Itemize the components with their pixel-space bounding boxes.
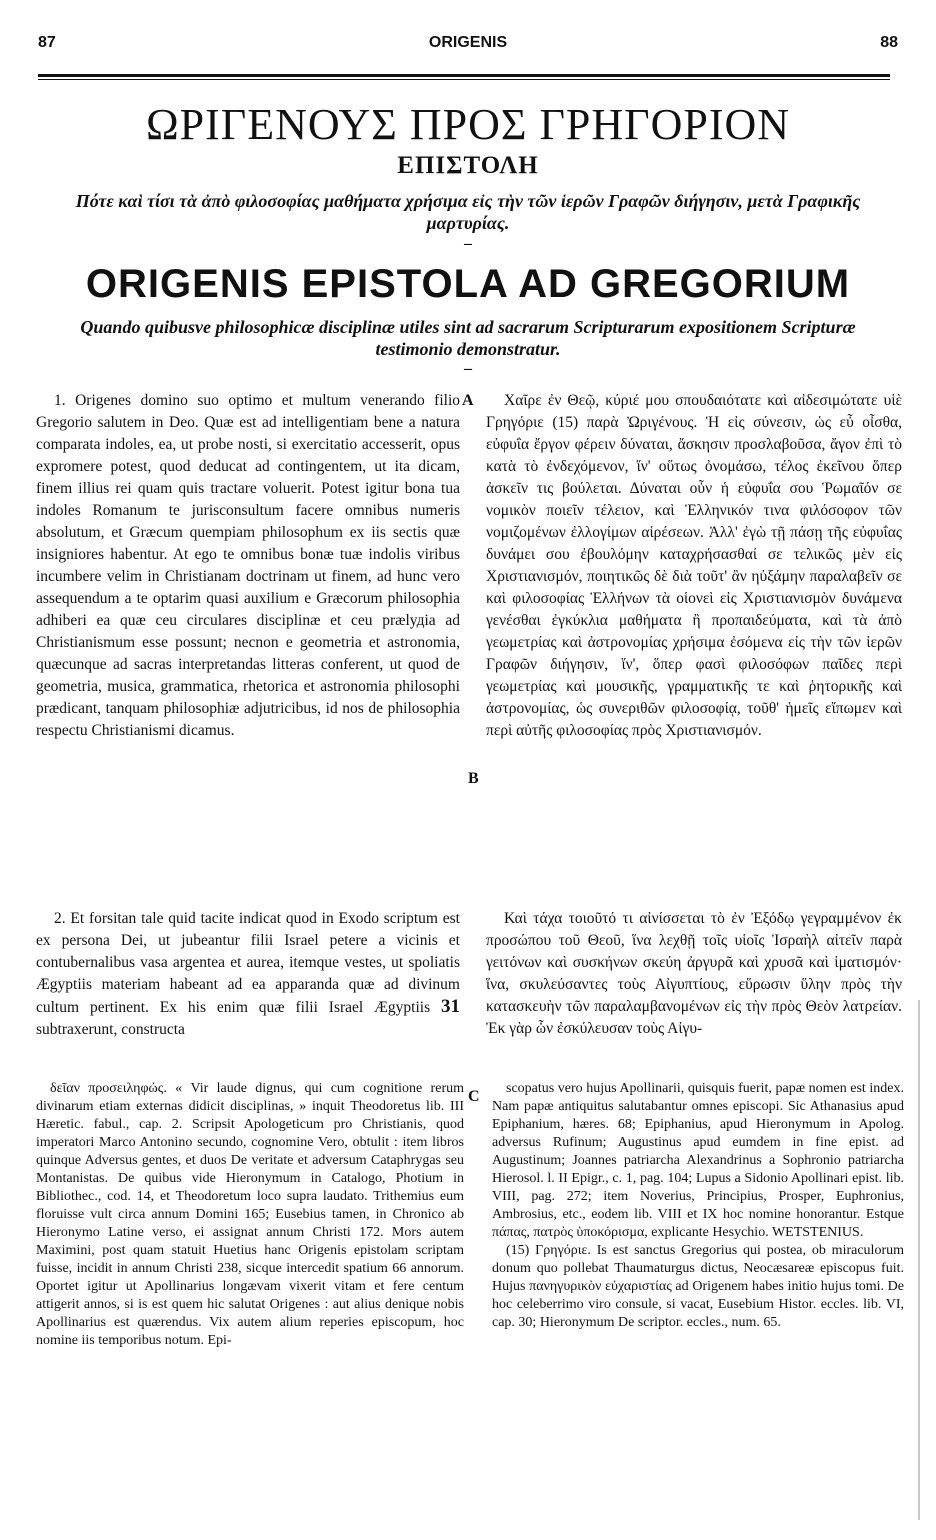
greek-column-upper [486, 390, 902, 742]
page-number-left: 87 [38, 34, 56, 51]
page-edge-shadow [918, 1000, 920, 1520]
margin-marker-c: C [468, 1088, 480, 1105]
footnote-right-text-2: (15) Γρηγόριε. Is est sanctus Gregorius qui postea, ob miraculorum donum quo pollebat Thaumaturgus dictus, Neocæsareæ episcopus fuit. Hujus πανηγυρικὸν εὐχαριστίας ad Origenem habes initio hujus tomi. De hoc celeberrimo viro consule, si vacat, Eusebium Histor. eccles. lib. VI, cap. 30; Hieronymum De scriptor. eccles., num. 65. [492, 1243, 904, 1330]
greek-subtitle: ΕΠΙΣΤΟΛΗ [397, 152, 539, 179]
page-number-right: 88 [880, 34, 898, 51]
latin-paragraph-2 [36, 908, 460, 1041]
margin-marker-a: A [462, 392, 474, 409]
greek-title: ΩΡΙΓΕΝΟΥΣ ΠΡΟΣ ΓΡΗΓΟΡΙΟΝ [145, 100, 791, 149]
greek-paragraph-1: Χαῖρε ἐν Θεῷ, κύριέ μου σπουδαιότατε καὶ αἰδεσιμώτατε υἱὲ Γρηγόριε (15) παρὰ Ὠριγένους. Ἡ εἰς σύνεσιν, ὡς εὖ οἶσθα, εὐφυΐα ἔργον φέρειν δύναται, ἄσκησιν προσλαβοῦσα, ἄγον ἐπὶ τὸ κατὰ τὸ ἐνδεχόμενον, ἵν' οὕτως ὀνομάσω, τέλος ἐκεῖνου ὅπερ ἀσκεῖν τις βούλεται. Δύναται οὖν ἡ εὐφυΐα σου Ῥωμαῖόν σε νομικὸν ποιεῖν τέλειον, καὶ Ἑλληνικόν τινα φιλόσοφον τῶν νομιζομένων ἐλλογίμων αἱρέσεων. Ἀλλ' ἐγὼ τῇ πάσῃ τῆς εὐφυΐας δυνάμει σου ἐβουλόμην καταχρήσασθαί σε τελικῶς μὲν εἰς Χριστιανισμόν, ποιητικῶς δὲ διὰ τοῦτ' ἂν ηὐξάμην παραλαβεῖν σε καὶ φιλοσοφίας Ἑλλήνων τὰ οἱονεὶ εἰς Χριστιανισμὸν δυνάμενα γενέσθαι ἐγκύκλια μαθήματα ἢ προπαιδεύματα, καὶ τὰ ἀπὸ γεωμετρίας καὶ ἀστρονομίας χρήσιμα ἐσόμενα εἰς τὴν τῶν ἱερῶν Γραφῶν διήγησιν, ἵν', ὅπερ φασὶ φιλοσόφων παῖδες περὶ γεωμετρίας καὶ μουσικῆς, γραμματικῆς τε καὶ ῥητορικῆς καὶ ἀστρονομίας, ὡς συνεριθῶν φιλοσοφίᾳ, τοῦθ' ἡμεῖς εἴπωμεν καὶ περὶ αὐτῆς φιλοσοφίας πρὸς Χριστιανισμόν. [486, 392, 902, 739]
greek-paragraph-2: Καὶ τάχα τοιοῦτό τι αἰνίσσεται τὸ ἐν Ἐξόδῳ γεγραμμένον ἐκ προσώπου τοῦ Θεοῦ, ἵνα λεχθῇ τοῖς υἱοῖς Ἰσραὴλ αἰτεῖν παρὰ γειτόνων καὶ συσκήνων σκεύη ἀργυρᾶ καὶ χρυσᾶ καὶ ἱματισμόν· ἵνα, σκυλεύσαντες τοὺς Αἰγυπτίους, εὕρωσιν ὕλην πρὸς τὴν κατασκευὴν τῶν παραλαμβανομένων εἰς τὴν πρὸς Θεὸν λατρείαν. Ἐκ γὰρ ὧν ἐσκύλευσαν τοὺς Αἰγυ- [486, 910, 902, 1037]
running-title: ORIGENIS [428, 34, 508, 51]
latin-paragraph-1: 1. Origenes domino suo optimo et multum venerando filio Gregorio salutem in Deo. Quæ est ad intelligentiam bene a natura comparata indoles, ea, ut probe nosti, si exercitatio accesserit, opus expromere potest, quod deducat ad contingentem, ut ita dicam, finem illius rei quam quis tractare voluerit. Potest igitur bona tua indoles Romanum te jurisconsultum facere omnibus numeris absolutum, et Græcum quempiam philosophum ex iis sectis quæ insigniores habentur. At ego te omnibus bonæ tuæ indolis viribus incumbere velim in Christianam doctrinam ut finem, ad hunc vero assequendum a te optarim quasi auxilium e Græcorum philosophia adhiberi ea quæ ceu circulares disciplinæ et ceu prælудia ad Christianismum esse possunt; necnon e geometria et astronomia, quæcunque ad sacras interpretandas litteras conferent, ut quod de geometria, musica, grammatica, rhetorica et astronomia philosophi prædicant, tanquam philosophiæ adjutricibus, id nos de philosophia respectu Christianismi dicamus. [36, 392, 460, 739]
latin-paragraph-2-end: subtraxerunt, constructa [36, 1021, 185, 1038]
greek-description: Πότε καὶ τίσι τὰ ἀπὸ φιλοσοφίας μαθήματα χρήσιμα εἰς τὴν τῶν ἱερῶν Γραφῶν διήγησιν, μετὰ Γραφικῆς μαρτυρίας. [75, 191, 861, 233]
latin-title: ORIGENIS EPISTOLA AD GREGORIUM [85, 262, 851, 306]
footnote-right-text-1: scopatus vero hujus Apollinarii, quisquis fuerit, papæ nomen est index. Nam papæ antiquitus salutabantur omnes episcopi. Sic Athanasius apud Epiphanium, hæres. 68; Epiphanius, apud Hieronymum in Apolog. adversus Rufinum; Augustinus apud eumdem in fine epist. ad Augustinum; Joannes patriarcha Alexandrinus a Sophronio patriarcha Hierosol. l. II Epigr., c. 1, pag. 104; Lupus a Sidonio Apollinari epist. lib. VIII, pag. 272; item Noverius, Principius, Prosper, Euphronius, Ambrosius, etc., eodem lib. VIII et IX hoc nomine honorantur. Estque πάπας, πατρὸς ὑποκόρισμα, explicante Hesychio. WETSTENIUS. [492, 1081, 904, 1240]
latin-column-upper [36, 390, 460, 742]
column-number: 31 [441, 996, 461, 1017]
latin-column-lower [36, 908, 460, 1041]
footnote-left [36, 1080, 464, 1350]
footnote-left-text: δεῖαν προσειληφώς. « Vir laude dignus, qui cum cognitione rerum divinarum etiam externas didicit disciplinas, » inquit Theodoretus lib. III Hæretic. fabul., cap. 2. Scripsit Apologeticum pro Christianis, quod imperatori Marco Antonino secundo, cognomine Vero, obtulit : item libros quinque Adversus gentes, et duos De veritate et adversum Cataphrygas seu Montanistas. De quibus vide Hieronymum in Catalogo, Photium in Bibliothec., cod. 14, et Theodoretum loco supra laudato. Trithemius eum floruisse vult circa annum Domini 165; Eusebius tamen, in Chronico ab Hieronymo Latine verso, ei assignat annum Christi 172. Mors autem Maximini, post quam statuit Huetius hanc Origenis epistolam scriptam fuisse, incidit in annum Christi 238, sicque intercedit spatium 66 annorum. Oportet igitur ut Apollinarius longævam vixerit vitam et fere centum attigerit annos, si is est quem hic salutat Origenes : aut alius denique nobis Apollinarius est quærendus. Vix autem alium reperies episcopum, hoc nomine iis temporibus notum. Epi- [36, 1081, 464, 1348]
margin-marker-b: B [468, 770, 479, 787]
latin-paragraph-2-start: 2. Et forsitan tale quid tacite indicat quod in Exodo scriptum est ex persona Dei, ut jubeantur filii Israel petere a vicinis et contubernalibus vasa argentea et aurea, itemque vestes, ut spoliatis Ægyptiis materiam habeant ad ea apparanda quæ ad divinum cultum pertinent. Ex his enim quæ filii Israel Ægyptiis [36, 910, 460, 1016]
running-head [38, 34, 898, 58]
header-rule [38, 74, 890, 77]
footnote-right [492, 1080, 904, 1332]
greek-column-lower [486, 908, 902, 1040]
header-rule-thin [38, 79, 890, 80]
separator-dash-2: – [464, 360, 472, 377]
latin-description: Quando quibusve philosophicæ disciplinæ utiles sint ad sacrarum Scripturarum expositionem Scripturæ testimonio demonstratur. [80, 317, 856, 359]
separator-dash: – [464, 235, 472, 252]
